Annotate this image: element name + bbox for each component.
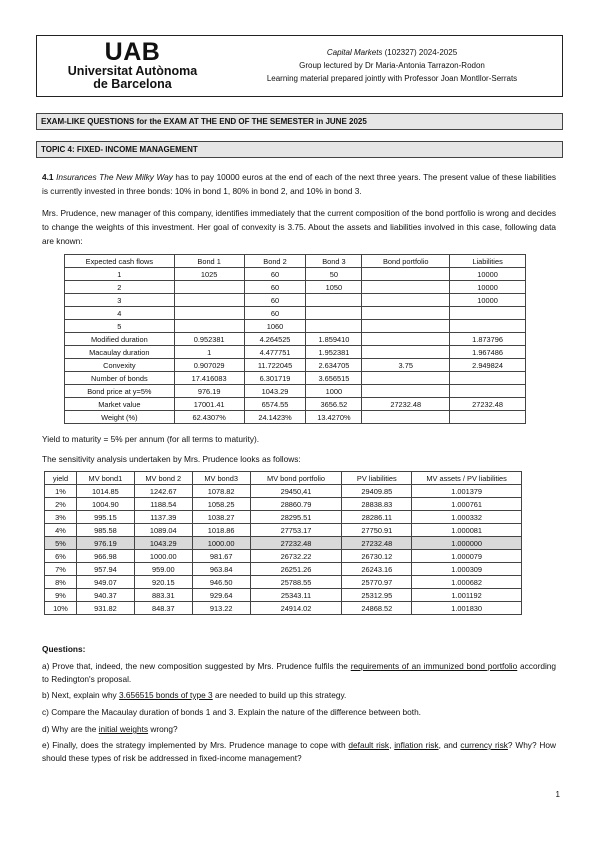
column-header: Expected cash flows bbox=[65, 255, 175, 268]
table-cell: 4.264525 bbox=[244, 333, 306, 346]
page-number: 1 bbox=[555, 790, 560, 799]
table-cell bbox=[362, 411, 450, 424]
logo-line-1: Universitat Autònoma bbox=[67, 64, 198, 78]
table-cell: 1.000000 bbox=[412, 537, 522, 550]
table-cell bbox=[450, 385, 526, 398]
table-cell: 62.4307% bbox=[174, 411, 244, 424]
table-cell: 6574.55 bbox=[244, 398, 306, 411]
table-cell: Bond price at y=5% bbox=[65, 385, 175, 398]
table-cell: 60 bbox=[244, 307, 306, 320]
table-cell: 10% bbox=[45, 602, 77, 615]
table-row bbox=[45, 524, 522, 537]
question-e-sep-1: , bbox=[389, 740, 395, 750]
table-cell: 29450,41 bbox=[250, 485, 342, 498]
table-cell bbox=[362, 372, 450, 385]
question-b-text: b) Next, explain why bbox=[42, 690, 120, 700]
question-d bbox=[42, 722, 556, 736]
table-row bbox=[45, 485, 522, 498]
table-cell: 1.000682 bbox=[412, 576, 522, 589]
material-line: Learning material prepared jointly with Professor Joan Montllor-Serrats bbox=[266, 74, 518, 83]
column-header: MV assets / PV liabilities bbox=[412, 472, 522, 485]
question-e-sep-2: , and bbox=[438, 740, 461, 750]
table-cell: 1242.67 bbox=[134, 485, 192, 498]
table-cell: 949.07 bbox=[76, 576, 134, 589]
table-cell: 2% bbox=[45, 498, 77, 511]
table-cell: 3656.52 bbox=[306, 398, 362, 411]
table-row bbox=[65, 411, 526, 424]
question-a-tail: according to Redington's proposal. bbox=[42, 661, 557, 684]
table-cell bbox=[362, 333, 450, 346]
table-cell bbox=[450, 372, 526, 385]
table-cell: 27750.91 bbox=[342, 524, 412, 537]
table-cell: 1014.85 bbox=[76, 485, 134, 498]
table-cell: 1188.54 bbox=[134, 498, 192, 511]
sens-table-header bbox=[45, 472, 522, 485]
table-cell: 11.722045 bbox=[244, 359, 306, 372]
table-cell: 1000 bbox=[306, 385, 362, 398]
table-cell: 27232.48 bbox=[450, 398, 526, 411]
table-cell: 28838.83 bbox=[342, 498, 412, 511]
table-row bbox=[65, 294, 526, 307]
column-header: PV liabilities bbox=[342, 472, 412, 485]
table-cell: 913.22 bbox=[192, 602, 250, 615]
table-cell: 2.949824 bbox=[450, 359, 526, 372]
problem-paragraph-2: Mrs. Prudence, new manager of this company, identifies immediately that the current composition of the bond portfolio is wrong and decides to change the weights of this investment. Her goal of convexity is 3.75. About the assets and liabilities involved in this case, following data are known: bbox=[42, 208, 556, 246]
problem-intro bbox=[42, 170, 556, 198]
table-cell: 1.000079 bbox=[412, 550, 522, 563]
table-cell: 1043.29 bbox=[244, 385, 306, 398]
table-row bbox=[65, 385, 526, 398]
table-cell bbox=[174, 294, 244, 307]
table-cell: 1.000081 bbox=[412, 524, 522, 537]
table-cell: 1.000332 bbox=[412, 511, 522, 524]
ytm-note: Yield to maturity = 5% per annum (for all terms to maturity). bbox=[42, 434, 260, 444]
column-header: yield bbox=[45, 472, 77, 485]
table-cell bbox=[450, 411, 526, 424]
exam-title-bar: EXAM-LIKE QUESTIONS for the EXAM AT THE END OF THE SEMESTER in JUNE 2025 bbox=[36, 113, 563, 130]
question-d-tail: wrong? bbox=[148, 724, 178, 734]
table-row bbox=[65, 372, 526, 385]
table-cell: 4.477751 bbox=[244, 346, 306, 359]
table-cell: 4% bbox=[45, 524, 77, 537]
table-cell: 1.873796 bbox=[450, 333, 526, 346]
table-cell: 27753.17 bbox=[250, 524, 342, 537]
table-cell: 17.416083 bbox=[174, 372, 244, 385]
table-cell: 940.37 bbox=[76, 589, 134, 602]
table-row bbox=[65, 398, 526, 411]
table-cell: 1025 bbox=[174, 268, 244, 281]
table-cell bbox=[362, 294, 450, 307]
table-cell: 60 bbox=[244, 268, 306, 281]
table-cell: 3 bbox=[65, 294, 175, 307]
question-d-underlined: initial weights bbox=[98, 724, 149, 734]
table-cell: 883.31 bbox=[134, 589, 192, 602]
column-header: MV bond portfolio bbox=[250, 472, 342, 485]
table-cell: Macaulay duration bbox=[65, 346, 175, 359]
table-cell: 25312.95 bbox=[342, 589, 412, 602]
table-row bbox=[65, 359, 526, 372]
table-cell: 985.58 bbox=[76, 524, 134, 537]
column-header: Bond 2 bbox=[244, 255, 306, 268]
table-cell: 1.967486 bbox=[450, 346, 526, 359]
table-cell: 28860.79 bbox=[250, 498, 342, 511]
table-cell: 9% bbox=[45, 589, 77, 602]
course-line bbox=[232, 46, 552, 59]
table-cell: 6% bbox=[45, 550, 77, 563]
table-cell: 976.19 bbox=[76, 537, 134, 550]
table-cell: Convexity bbox=[65, 359, 175, 372]
table-cell: 2 bbox=[65, 281, 175, 294]
lecturer-line: Group lectured by Dr Maria-Antonia Tarrazon-Rodon bbox=[299, 61, 485, 70]
cash-flow-table bbox=[64, 254, 526, 424]
table-cell: 50 bbox=[306, 268, 362, 281]
table-cell: 1018.86 bbox=[192, 524, 250, 537]
table-row bbox=[65, 320, 526, 333]
table-cell: 10000 bbox=[450, 268, 526, 281]
question-e bbox=[42, 739, 556, 765]
course-code: (102327) 2024-2025 bbox=[382, 48, 458, 57]
table-cell bbox=[362, 385, 450, 398]
table-cell bbox=[362, 320, 450, 333]
column-header: Bond 1 bbox=[174, 255, 244, 268]
table-cell: 5 bbox=[65, 320, 175, 333]
table-cell: 5% bbox=[45, 537, 77, 550]
table-cell: 25770.97 bbox=[342, 576, 412, 589]
table-cell: 1 bbox=[174, 346, 244, 359]
table-cell: 1.952381 bbox=[306, 346, 362, 359]
column-header: MV bond 2 bbox=[134, 472, 192, 485]
table-cell: 946.50 bbox=[192, 576, 250, 589]
column-header: Bond 3 bbox=[306, 255, 362, 268]
company-name: Insurances The New Milky Way bbox=[56, 172, 173, 182]
table-cell: 3.656515 bbox=[306, 372, 362, 385]
table-row bbox=[45, 511, 522, 524]
table-cell: 6.301719 bbox=[244, 372, 306, 385]
table-cell: 995.15 bbox=[76, 511, 134, 524]
table-cell: 1.859410 bbox=[306, 333, 362, 346]
question-a bbox=[42, 660, 556, 686]
table-cell: 1058.25 bbox=[192, 498, 250, 511]
table-row bbox=[65, 281, 526, 294]
table-cell: 29409.85 bbox=[342, 485, 412, 498]
table-cell: 1043.29 bbox=[134, 537, 192, 550]
column-header: Liabilities bbox=[450, 255, 526, 268]
table-cell: 929.64 bbox=[192, 589, 250, 602]
table-row bbox=[65, 333, 526, 346]
table-cell bbox=[362, 268, 450, 281]
table-cell: 7% bbox=[45, 563, 77, 576]
column-header: Bond portfolio bbox=[362, 255, 450, 268]
table-cell bbox=[174, 320, 244, 333]
default-risk-term: default risk bbox=[348, 740, 390, 750]
table-cell: 27232.48 bbox=[250, 537, 342, 550]
table-cell: 1060 bbox=[244, 320, 306, 333]
table-cell bbox=[362, 281, 450, 294]
table-cell: 1.000309 bbox=[412, 563, 522, 576]
question-a-text: a) Prove that, indeed, the new composition suggested by Mrs. Prudence fulfils the bbox=[42, 661, 351, 671]
document-header bbox=[36, 35, 563, 97]
table-cell: 0.952381 bbox=[174, 333, 244, 346]
inflation-risk-term: inflation risk bbox=[394, 740, 439, 750]
question-e-text: e) Finally, does the strategy implemented by Mrs. Prudence manage to cope with bbox=[42, 740, 349, 750]
course-info bbox=[232, 46, 552, 85]
table-cell: 848.37 bbox=[134, 602, 192, 615]
table-cell: 920.15 bbox=[134, 576, 192, 589]
question-b-tail: are needed to build up this strategy. bbox=[212, 690, 347, 700]
table-cell: 1050 bbox=[306, 281, 362, 294]
table-row bbox=[45, 602, 522, 615]
table-cell bbox=[450, 320, 526, 333]
sensitivity-table bbox=[44, 471, 522, 615]
table-cell: 10000 bbox=[450, 281, 526, 294]
problem-number: 4.1 bbox=[42, 172, 54, 182]
table-cell bbox=[306, 307, 362, 320]
table-cell: Market value bbox=[65, 398, 175, 411]
column-header: MV bond3 bbox=[192, 472, 250, 485]
logo-line-2: de Barcelona bbox=[93, 77, 172, 91]
table-cell: 0.907029 bbox=[174, 359, 244, 372]
table-row bbox=[65, 268, 526, 281]
table-cell: 24.1423% bbox=[244, 411, 306, 424]
table-cell: 1 bbox=[65, 268, 175, 281]
table-cell: Number of bonds bbox=[65, 372, 175, 385]
table-cell: 959.00 bbox=[134, 563, 192, 576]
table-row bbox=[45, 498, 522, 511]
currency-risk-term: currency risk bbox=[460, 740, 508, 750]
topic-bar: TOPIC 4: FIXED- INCOME MANAGEMENT bbox=[36, 141, 563, 158]
table-cell: 60 bbox=[244, 281, 306, 294]
table-cell: 1000.00 bbox=[192, 537, 250, 550]
table-row bbox=[45, 589, 522, 602]
table-cell: Weight (%) bbox=[65, 411, 175, 424]
table-cell: 1.001379 bbox=[412, 485, 522, 498]
problem-intro-text: has to pay 10000 euros at the end of each of the next three years. The present value of these liabilities is currently invested in three bonds: 10% in bond 1, 80% in bond 2, and 10% in bond 3. bbox=[42, 172, 557, 196]
table-cell: 26251.26 bbox=[250, 563, 342, 576]
table-cell: 26732.22 bbox=[250, 550, 342, 563]
uab-logo bbox=[45, 39, 220, 91]
table-cell: 28295.51 bbox=[250, 511, 342, 524]
question-b bbox=[42, 688, 556, 702]
table-cell: 26243.16 bbox=[342, 563, 412, 576]
table-cell: 24914.02 bbox=[250, 602, 342, 615]
table-cell: 3% bbox=[45, 511, 77, 524]
logo-uab-text: UAB bbox=[104, 38, 161, 66]
table-cell: 963.84 bbox=[192, 563, 250, 576]
table-cell: 27232.48 bbox=[342, 537, 412, 550]
question-c: c) Compare the Macaulay duration of bonds 1 and 3. Explain the nature of the difference between both. bbox=[42, 707, 421, 717]
question-a-underlined: requirements of an immunized bond portfolio bbox=[350, 661, 518, 671]
table-cell: 957.94 bbox=[76, 563, 134, 576]
table-cell: 1.000761 bbox=[412, 498, 522, 511]
table-cell: 931.82 bbox=[76, 602, 134, 615]
table-cell: 1089.04 bbox=[134, 524, 192, 537]
column-header: MV bond1 bbox=[76, 472, 134, 485]
table-cell: 2.634705 bbox=[306, 359, 362, 372]
table-cell: 8% bbox=[45, 576, 77, 589]
table-cell: 1000.00 bbox=[134, 550, 192, 563]
table-cell: 27232.48 bbox=[362, 398, 450, 411]
table-row bbox=[45, 576, 522, 589]
table-cell: 28286.11 bbox=[342, 511, 412, 524]
table-cell: 60 bbox=[244, 294, 306, 307]
table-cell: Modified duration bbox=[65, 333, 175, 346]
table-cell: 1.001830 bbox=[412, 602, 522, 615]
course-title: Capital Markets bbox=[326, 48, 383, 57]
table-cell bbox=[362, 346, 450, 359]
table-cell: 26730.12 bbox=[342, 550, 412, 563]
table-row bbox=[45, 537, 522, 550]
table-row bbox=[45, 550, 522, 563]
table-cell: 17001.41 bbox=[174, 398, 244, 411]
table-cell: 25788.55 bbox=[250, 576, 342, 589]
table-cell: 1004.90 bbox=[76, 498, 134, 511]
table-cell: 25343.11 bbox=[250, 589, 342, 602]
table-cell bbox=[174, 307, 244, 320]
table-cell bbox=[306, 294, 362, 307]
cash-table-header bbox=[65, 255, 526, 268]
questions-title: Questions: bbox=[42, 644, 86, 654]
sensitivity-intro: The sensitivity analysis undertaken by Mrs. Prudence looks as follows: bbox=[42, 454, 301, 464]
table-row bbox=[65, 307, 526, 320]
table-cell: 24868.52 bbox=[342, 602, 412, 615]
table-cell: 981.67 bbox=[192, 550, 250, 563]
table-cell: 3.75 bbox=[362, 359, 450, 372]
table-cell: 10000 bbox=[450, 294, 526, 307]
table-row bbox=[65, 346, 526, 359]
table-cell: 13.4270% bbox=[306, 411, 362, 424]
table-cell: 976.19 bbox=[174, 385, 244, 398]
table-cell: 966.98 bbox=[76, 550, 134, 563]
question-e-tail: ? Why? How should these types of risk be addressed in fixed-income management? bbox=[42, 740, 557, 763]
table-row bbox=[45, 563, 522, 576]
table-cell: 1137.39 bbox=[134, 511, 192, 524]
table-cell bbox=[174, 281, 244, 294]
table-cell: 4 bbox=[65, 307, 175, 320]
table-cell: 1078.82 bbox=[192, 485, 250, 498]
question-d-text: d) Why are the bbox=[42, 724, 99, 734]
table-cell bbox=[362, 307, 450, 320]
table-cell: 1.001192 bbox=[412, 589, 522, 602]
table-cell bbox=[306, 320, 362, 333]
table-cell: 1038.27 bbox=[192, 511, 250, 524]
table-cell: 1% bbox=[45, 485, 77, 498]
table-cell bbox=[450, 307, 526, 320]
question-b-underlined: 3.656515 bonds of type 3 bbox=[119, 690, 213, 700]
